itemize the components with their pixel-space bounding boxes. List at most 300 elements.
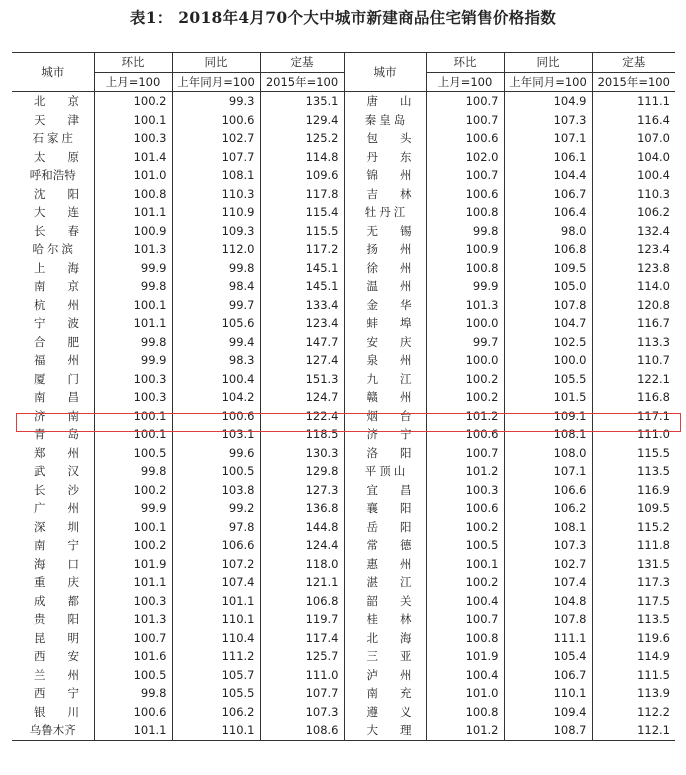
city-cell: 惠州: [344, 555, 426, 574]
mom-cell: 100.7: [94, 629, 172, 648]
table-body: [12, 92, 675, 741]
mom-cell: 100.2: [426, 518, 504, 537]
table-row: [12, 129, 675, 148]
yoy-cell: 107.7: [172, 148, 260, 167]
city-cell: 宁波: [34, 316, 101, 330]
yoy-cell: 103.1: [172, 425, 260, 444]
mom-cell: 100.1: [94, 111, 172, 130]
table-row: [12, 314, 675, 333]
yoy-cell: 99.6: [172, 444, 260, 463]
city-cell: 扬州: [344, 240, 426, 259]
mom-cell: 100.2: [426, 388, 504, 407]
yoy-cell: 111.2: [172, 647, 260, 666]
city-cell: 唐山: [344, 92, 426, 111]
city-cell: 常德: [344, 536, 426, 555]
mom-cell: 100.7: [426, 166, 504, 185]
base-cell: 117.5: [592, 592, 675, 611]
base-cell: 111.8: [592, 536, 675, 555]
yoy-cell: 98.3: [172, 351, 260, 370]
city-cell: 金华: [344, 296, 426, 315]
city-cell: 深圳: [34, 519, 101, 534]
yoy-cell: 107.4: [504, 573, 592, 592]
base-cell: 108.6: [260, 721, 344, 740]
city-cell: 郑州: [34, 445, 101, 460]
base-cell: 124.4: [260, 536, 344, 555]
base-cell: 114.0: [592, 277, 675, 296]
table-row: [12, 166, 675, 185]
mom-subheader-left: 上月=100: [94, 72, 172, 92]
mom-cell: 100.3: [94, 388, 172, 407]
yoy-header-left: 同比: [172, 53, 260, 73]
yoy-cell: 108.1: [172, 166, 260, 185]
base-header-left: 定基: [260, 53, 344, 73]
table-row: [12, 370, 675, 389]
yoy-cell: 108.0: [504, 444, 592, 463]
yoy-cell: 104.2: [172, 388, 260, 407]
yoy-cell: 106.6: [504, 481, 592, 500]
mom-cell: 100.5: [426, 536, 504, 555]
city-cell: 上海: [34, 260, 101, 275]
mom-cell: 100.8: [426, 203, 504, 222]
base-cell: 127.3: [260, 481, 344, 500]
mom-cell: 100.9: [426, 240, 504, 259]
base-cell: 119.6: [592, 629, 675, 648]
base-cell: 110.7: [592, 351, 675, 370]
city-cell: 锦州: [344, 166, 426, 185]
yoy-cell: 107.8: [504, 296, 592, 315]
table-row: [12, 629, 675, 648]
city-cell: 南充: [344, 684, 426, 703]
base-cell: 125.7: [260, 647, 344, 666]
yoy-header-right: 同比: [504, 53, 592, 73]
yoy-cell: 100.4: [172, 370, 260, 389]
base-cell: 116.7: [592, 314, 675, 333]
yoy-cell: 99.4: [172, 333, 260, 352]
mom-cell: 100.6: [426, 425, 504, 444]
yoy-cell: 109.5: [504, 259, 592, 278]
yoy-cell: 106.1: [504, 148, 592, 167]
table-row: [12, 277, 675, 296]
mom-cell: 100.1: [94, 425, 172, 444]
yoy-cell: 107.1: [504, 129, 592, 148]
city-cell: 呼和浩特: [29, 168, 76, 182]
base-cell: 118.5: [260, 425, 344, 444]
mom-cell: 100.2: [94, 92, 172, 111]
yoy-cell: 107.1: [504, 462, 592, 481]
city-cell: 南宁: [34, 538, 101, 552]
mom-cell: 100.1: [94, 407, 172, 426]
mom-cell: 99.9: [94, 259, 172, 278]
table-row: [12, 592, 675, 611]
mom-cell: 101.2: [426, 721, 504, 740]
yoy-cell: 110.1: [504, 684, 592, 703]
yoy-cell: 106.8: [504, 240, 592, 259]
table-row: [12, 536, 675, 555]
table-row: [12, 203, 675, 222]
yoy-cell: 110.4: [172, 629, 260, 648]
yoy-cell: 99.8: [172, 259, 260, 278]
yoy-cell: 99.3: [172, 92, 260, 111]
city-cell: 丹东: [344, 148, 426, 167]
yoy-cell: 110.1: [172, 610, 260, 629]
yoy-cell: 106.4: [504, 203, 592, 222]
base-cell: 113.3: [592, 333, 675, 352]
mom-cell: 100.0: [426, 314, 504, 333]
base-cell: 116.4: [592, 111, 675, 130]
mom-cell: 99.9: [94, 499, 172, 518]
city-cell: 厦门: [34, 371, 101, 386]
base-cell: 147.7: [260, 333, 344, 352]
table-row: [12, 573, 675, 592]
city-cell: 南京: [34, 279, 101, 293]
base-cell: 112.1: [592, 721, 675, 740]
city-cell: 赣州: [344, 388, 426, 407]
base-cell: 115.5: [592, 444, 675, 463]
yoy-subheader-right: 上年同月=100: [504, 72, 592, 92]
mom-cell: 100.4: [426, 666, 504, 685]
mom-cell: 102.0: [426, 148, 504, 167]
mom-cell: 100.6: [426, 499, 504, 518]
base-cell: 129.4: [260, 111, 344, 130]
base-cell: 114.8: [260, 148, 344, 167]
yoy-cell: 112.0: [172, 240, 260, 259]
city-cell: 平顶山: [344, 462, 426, 481]
mom-cell: 101.1: [94, 573, 172, 592]
yoy-cell: 100.6: [172, 111, 260, 130]
base-cell: 145.1: [260, 277, 344, 296]
mom-cell: 99.8: [426, 222, 504, 241]
mom-header-left: 环比: [94, 53, 172, 73]
mom-cell: 100.0: [426, 351, 504, 370]
base-cell: 109.5: [592, 499, 675, 518]
base-cell: 100.4: [592, 166, 675, 185]
mom-cell: 100.1: [94, 518, 172, 537]
city-cell: 济宁: [344, 425, 426, 444]
city-cell: 兰州: [34, 667, 101, 682]
city-cell: 青岛: [34, 427, 101, 441]
city-cell: 济南: [34, 408, 101, 423]
city-cell: 大理: [344, 721, 426, 740]
yoy-cell: 107.3: [504, 536, 592, 555]
table-row: [12, 499, 675, 518]
table-row: [12, 425, 675, 444]
city-cell: 西宁: [34, 686, 101, 700]
base-cell: 112.2: [592, 703, 675, 722]
base-cell: 110.3: [592, 185, 675, 204]
table-row: [12, 444, 675, 463]
city-cell: 北京: [34, 94, 101, 108]
mom-cell: 100.7: [426, 111, 504, 130]
table-row: [12, 610, 675, 629]
mom-cell: 100.9: [94, 222, 172, 241]
base-cell: 111.1: [592, 92, 675, 111]
city-cell: 海口: [34, 556, 101, 571]
city-cell: 温州: [344, 277, 426, 296]
yoy-cell: 108.1: [504, 518, 592, 537]
yoy-cell: 97.8: [172, 518, 260, 537]
mom-cell: 99.8: [94, 462, 172, 481]
mom-cell: 99.8: [94, 333, 172, 352]
mom-cell: 101.3: [426, 296, 504, 315]
table-row: [12, 518, 675, 537]
yoy-cell: 109.3: [172, 222, 260, 241]
yoy-cell: 105.0: [504, 277, 592, 296]
mom-cell: 100.6: [94, 703, 172, 722]
yoy-cell: 105.5: [504, 370, 592, 389]
yoy-cell: 106.2: [504, 499, 592, 518]
mom-cell: 100.5: [94, 666, 172, 685]
mom-cell: 100.7: [426, 444, 504, 463]
mom-cell: 101.3: [94, 610, 172, 629]
yoy-cell: 105.5: [172, 684, 260, 703]
mom-cell: 101.9: [426, 647, 504, 666]
city-cell: 合肥: [34, 334, 101, 349]
base-cell: 124.7: [260, 388, 344, 407]
city-cell: 石家庄: [32, 131, 76, 145]
yoy-cell: 107.2: [172, 555, 260, 574]
table-row: [12, 111, 675, 130]
yoy-cell: 100.0: [504, 351, 592, 370]
table-row: [12, 462, 675, 481]
base-cell: 111.0: [592, 425, 675, 444]
mom-cell: 100.8: [426, 259, 504, 278]
base-cell: 107.7: [260, 684, 344, 703]
city-cell: 杭州: [34, 297, 101, 312]
yoy-cell: 103.8: [172, 481, 260, 500]
table-row: [12, 684, 675, 703]
yoy-cell: 104.9: [504, 92, 592, 111]
city-cell: 西安: [34, 649, 101, 663]
yoy-cell: 101.5: [504, 388, 592, 407]
city-cell: 桂林: [344, 610, 426, 629]
mom-cell: 100.3: [426, 481, 504, 500]
city-cell: 长春: [34, 223, 101, 238]
mom-cell: 101.2: [426, 462, 504, 481]
base-cell: 117.1: [592, 407, 675, 426]
base-cell: 123.8: [592, 259, 675, 278]
base-cell: 115.5: [260, 222, 344, 241]
base-cell: 136.8: [260, 499, 344, 518]
mom-cell: 100.1: [426, 555, 504, 574]
base-cell: 107.0: [592, 129, 675, 148]
yoy-cell: 107.8: [504, 610, 592, 629]
mom-cell: 101.3: [94, 240, 172, 259]
yoy-cell: 106.6: [172, 536, 260, 555]
yoy-cell: 100.5: [172, 462, 260, 481]
base-cell: 115.4: [260, 203, 344, 222]
base-cell: 116.8: [592, 388, 675, 407]
yoy-cell: 98.0: [504, 222, 592, 241]
city-cell: 南昌: [34, 390, 101, 404]
page-title: 表1： 2018年4月70个大中城市新建商品住宅销售价格指数: [129, 8, 557, 27]
base-cell: 120.8: [592, 296, 675, 315]
yoy-cell: 99.7: [172, 296, 260, 315]
base-cell: 111.5: [592, 666, 675, 685]
city-cell: 包头: [344, 129, 426, 148]
city-cell: 沈阳: [34, 186, 101, 201]
table-row: [12, 222, 675, 241]
yoy-cell: 110.3: [172, 185, 260, 204]
mom-cell: 100.2: [94, 536, 172, 555]
city-cell: 贵阳: [34, 612, 101, 626]
base-header-right: 定基: [592, 53, 675, 73]
base-cell: 122.1: [592, 370, 675, 389]
mom-cell: 101.2: [426, 407, 504, 426]
base-cell: 127.4: [260, 351, 344, 370]
yoy-cell: 108.1: [504, 425, 592, 444]
table-row: [12, 351, 675, 370]
yoy-cell: 109.1: [504, 407, 592, 426]
base-cell: 131.5: [592, 555, 675, 574]
base-cell: 109.6: [260, 166, 344, 185]
table-row: [12, 92, 675, 111]
city-cell: 重庆: [34, 575, 101, 589]
table-row: [12, 259, 675, 278]
base-subheader-right: 2015年=100: [592, 72, 675, 92]
mom-cell: 100.3: [94, 370, 172, 389]
base-cell: 123.4: [592, 240, 675, 259]
mom-cell: 101.0: [426, 684, 504, 703]
table-row: [12, 333, 675, 352]
base-cell: 106.2: [592, 203, 675, 222]
city-cell: 九江: [344, 370, 426, 389]
city-cell: 银川: [34, 704, 101, 719]
city-cell: 襄阳: [344, 499, 426, 518]
city-cell: 徐州: [344, 259, 426, 278]
base-cell: 130.3: [260, 444, 344, 463]
yoy-cell: 104.8: [504, 592, 592, 611]
city-cell: 无锡: [344, 222, 426, 241]
mom-cell: 100.6: [426, 185, 504, 204]
table-row: [12, 647, 675, 666]
base-cell: 151.3: [260, 370, 344, 389]
table-row: [12, 407, 675, 426]
price-index-table: [12, 52, 675, 741]
city-cell: 遵义: [344, 703, 426, 722]
yoy-cell: 110.1: [172, 721, 260, 740]
base-cell: 117.3: [592, 573, 675, 592]
mom-cell: 99.8: [94, 277, 172, 296]
mom-cell: 100.8: [426, 629, 504, 648]
city-cell: 秦皇岛: [344, 111, 426, 130]
mom-subheader-right: 上月=100: [426, 72, 504, 92]
table-row: [12, 148, 675, 167]
city-cell: 洛阳: [344, 444, 426, 463]
base-cell: 107.3: [260, 703, 344, 722]
base-cell: 114.9: [592, 647, 675, 666]
city-cell: 宜昌: [344, 481, 426, 500]
mom-cell: 101.1: [94, 314, 172, 333]
mom-cell: 100.2: [426, 370, 504, 389]
mom-cell: 101.0: [94, 166, 172, 185]
mom-cell: 101.1: [94, 721, 172, 740]
mom-cell: 100.8: [426, 703, 504, 722]
base-cell: 111.0: [260, 666, 344, 685]
mom-cell: 100.7: [426, 92, 504, 111]
yoy-cell: 106.7: [504, 666, 592, 685]
mom-cell: 100.4: [426, 592, 504, 611]
city-cell: 太原: [34, 149, 101, 164]
yoy-cell: 105.6: [172, 314, 260, 333]
yoy-cell: 102.7: [504, 555, 592, 574]
table-row: [12, 481, 675, 500]
mom-cell: 100.2: [94, 481, 172, 500]
table-row: [12, 703, 675, 722]
table-row: [12, 388, 675, 407]
yoy-cell: 105.7: [172, 666, 260, 685]
mom-cell: 99.9: [426, 277, 504, 296]
mom-cell: 101.6: [94, 647, 172, 666]
mom-cell: 101.1: [94, 203, 172, 222]
mom-cell: 101.9: [94, 555, 172, 574]
city-cell: 长沙: [34, 482, 101, 497]
mom-cell: 100.1: [94, 296, 172, 315]
base-cell: 145.1: [260, 259, 344, 278]
yoy-cell: 109.4: [504, 703, 592, 722]
table-header: [12, 53, 675, 92]
yoy-cell: 98.4: [172, 277, 260, 296]
table-row: [12, 185, 675, 204]
base-cell: 115.2: [592, 518, 675, 537]
mom-cell: 100.7: [426, 610, 504, 629]
city-cell: 吉林: [344, 185, 426, 204]
city-cell: 天津: [34, 112, 101, 127]
city-cell: 乌鲁木齐: [12, 721, 94, 740]
base-cell: 117.8: [260, 185, 344, 204]
yoy-cell: 104.7: [504, 314, 592, 333]
mom-cell: 99.8: [94, 684, 172, 703]
mom-header-right: 环比: [426, 53, 504, 73]
mom-cell: 100.5: [94, 444, 172, 463]
base-cell: 144.8: [260, 518, 344, 537]
base-cell: 118.0: [260, 555, 344, 574]
mom-cell: 100.3: [94, 129, 172, 148]
city-header-left: 城市: [12, 53, 94, 92]
city-cell: 岳阳: [344, 518, 426, 537]
yoy-cell: 101.1: [172, 592, 260, 611]
city-cell: 大连: [34, 205, 101, 219]
table-row: [12, 555, 675, 574]
table-row: [12, 721, 675, 740]
city-cell: 北海: [344, 629, 426, 648]
city-cell: 福州: [34, 353, 101, 367]
yoy-cell: 105.4: [504, 647, 592, 666]
mom-cell: 99.7: [426, 333, 504, 352]
city-cell: 泉州: [344, 351, 426, 370]
city-cell: 蚌埠: [344, 314, 426, 333]
base-cell: 113.9: [592, 684, 675, 703]
base-cell: 132.4: [592, 222, 675, 241]
yoy-cell: 102.5: [504, 333, 592, 352]
mom-cell: 100.6: [426, 129, 504, 148]
yoy-cell: 107.4: [172, 573, 260, 592]
base-cell: 117.4: [260, 629, 344, 648]
mom-cell: 100.8: [94, 185, 172, 204]
table-row: [12, 666, 675, 685]
yoy-cell: 99.2: [172, 499, 260, 518]
yoy-cell: 102.7: [172, 129, 260, 148]
base-cell: 104.0: [592, 148, 675, 167]
base-cell: 106.8: [260, 592, 344, 611]
city-cell: 韶关: [344, 592, 426, 611]
yoy-cell: 110.9: [172, 203, 260, 222]
table-row: [12, 240, 675, 259]
base-cell: 122.4: [260, 407, 344, 426]
base-cell: 119.7: [260, 610, 344, 629]
mom-cell: 100.3: [94, 592, 172, 611]
yoy-subheader-left: 上年同月=100: [172, 72, 260, 92]
base-cell: 113.5: [592, 462, 675, 481]
